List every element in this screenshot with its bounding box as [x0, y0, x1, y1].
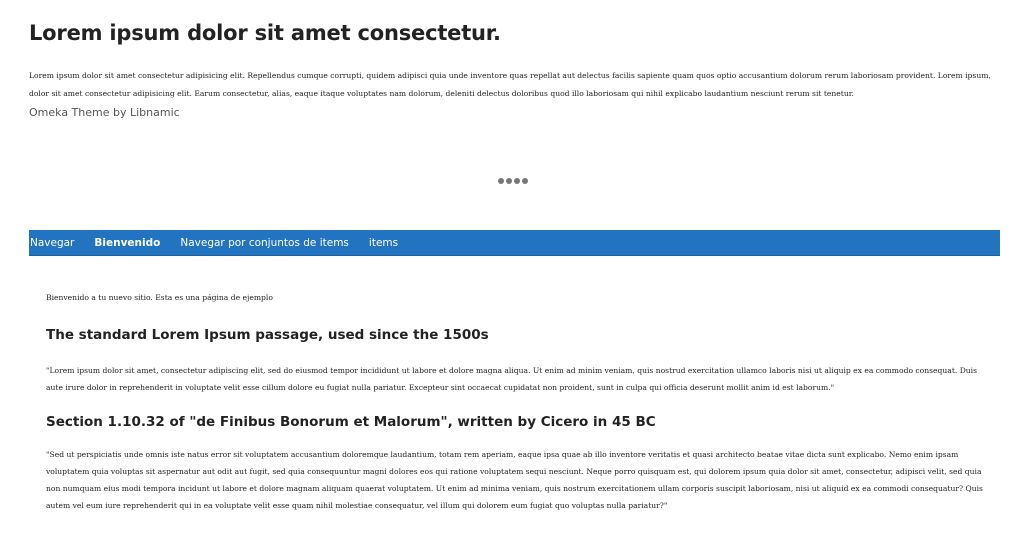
site-title[interactable]: Lorem ipsum dolor sit amet consectetur. [29, 21, 501, 45]
nav-item-bienvenido[interactable]: Bienvenido [94, 236, 161, 249]
loading-dots-icon [498, 178, 528, 184]
welcome-text: Bienvenido a tu nuevo sitio. Esta es una página de ejemplo [46, 293, 273, 302]
nav-item-items[interactable]: items [368, 236, 399, 249]
dot [498, 178, 504, 184]
nav-item-navegar[interactable]: Navegar [30, 236, 75, 249]
nav-item-item-sets[interactable]: Navegar por conjuntos de items [180, 236, 349, 249]
theme-credit: Omeka Theme by Libnamic [29, 106, 180, 119]
section-heading: Section 1.10.32 of "de Finibus Bonorum et Malorum", written by Cicero in 45 BC [46, 414, 656, 430]
dot [514, 178, 520, 184]
dot [506, 178, 512, 184]
section-paragraph: "Lorem ipsum dolor sit amet, consectetur adipiscing elit, sed do eiusmod tempor incididunt ut labore et dolore magna aliqua. Ut enim ad minim veniam, quis nostrud exercitation ullamco laboris nisi ut aliquip ex ea commodo consequat. Duis aute irure dolor in reprehenderit in voluptate velit esse cillum dolore eu fugiat nulla pariatur. Excepteur sint occaecat cupidatat non proident, sunt in culpa qui officia deserunt mollit anim id est laborum." [46, 366, 977, 392]
section-heading: The standard Lorem Ipsum passage, used since the 1500s [46, 327, 489, 343]
main-nav [29, 230, 1000, 256]
site-intro: Lorem ipsum dolor sit amet consectetur adipisicing elit. Repellendus cumque corrupti, quidem adipisci quia unde inventore quas repellat aut delectus facilis sapiente quam quos optio accusantium dolorum rerum laboriosam provident. Lorem ipsum, dolor sit amet consectetur adipisicing elit. Earum consectetur, alias, eaque itaque voluptates nam dolorum, deleniti delectus doloribus quod illo laboriosam qui nihil explicabo laudantium nesciunt rerum sit tenetur. [29, 71, 991, 98]
dot [522, 178, 528, 184]
section-paragraph: "Sed ut perspiciatis unde omnis iste natus error sit voluptatem accusantium doloremque laudantium, totam rem aperiam, eaque ipsa quae ab illo inventore veritatis et quasi architecto beatae vitae dicta sunt explicabo. Nemo enim ipsam voluptatem quia voluptas sit aspernatur aut odit aut fugit, sed quia consequuntur magni dolores eos qui ratione voluptatem sequi nesciunt. Neque porro quisquam est, qui dolorem ipsum quia dolor sit amet, consectetur, adipisci velit, sed quia non numquam eius modi tempora incidunt ut labore et dolore magnam aliquam quaerat voluptatem. Ut enim ad minima veniam, quis nostrum exercitationem ullam corporis suscipit laboriosam, nisi ut aliquid ex ea commodi consequatur? Quis autem vel eum iure reprehenderit qui in ea voluptate velit esse quam nihil molestiae consequatur, vel illum qui dolorem eum fugiat quo voluptas nulla pariatur?" [46, 450, 983, 510]
site-header [29, 18, 995, 119]
page-content [46, 292, 992, 514]
